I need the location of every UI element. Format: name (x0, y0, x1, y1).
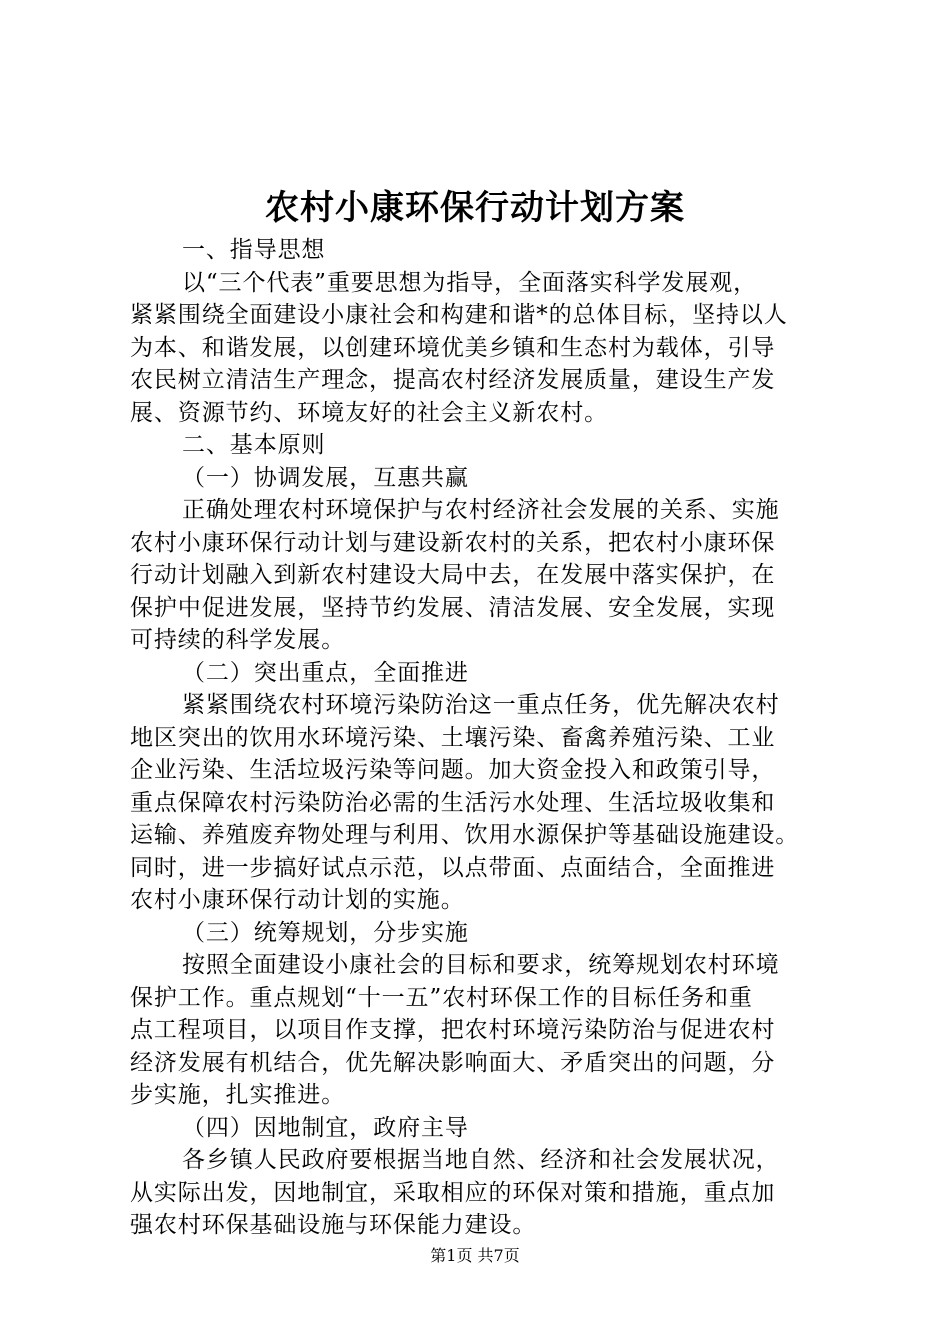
text-line: 为本、和谐发展，以创建环境优美乡镇和生态村为载体，引导 (130, 334, 776, 361)
text-line: 二、基本原则 (182, 432, 326, 458)
text-line: 企业污染、生活垃圾污染等问题。加大资金投入和政策引导， (130, 757, 776, 783)
text-line: 从实际出发，因地制宜，采取相应的环保对策和措施，重点加 (130, 1179, 776, 1206)
text-line: 步实施，扎实推进。 (130, 1082, 346, 1108)
text-line: 保护中促进发展，坚持节约发展、清洁发展、安全发展，实现 (130, 594, 776, 621)
text-line: （四）因地制宜，政府主导 (182, 1114, 469, 1141)
text-line: 农民树立清洁生产理念，提高农村经济发展质量，建设生产发 (130, 367, 776, 393)
text-line: 紧紧围绕全面建设小康社会和构建和谐*的总体目标，坚持以人 (130, 302, 788, 328)
text-line: 农村小康环保行动计划与建设新农村的关系，把农村小康环保 (130, 529, 776, 556)
page-footer: 第1页 共7页 (430, 1246, 520, 1265)
text-line: （二）突出重点，全面推进 (182, 659, 469, 686)
text-line: 正确处理农村环境保护与农村经济社会发展的关系、实施 (182, 497, 780, 523)
text-line: 以“三个代表”重要思想为指导，全面落实科学发展观， (182, 269, 758, 296)
text-line: 点工程项目，以项目作支撑，把农村环境污染防治与促进农村 (130, 1017, 776, 1043)
text-line: 农村小康环保行动计划的实施。 (130, 887, 465, 913)
text-line: 强农村环保基础设施与环保能力建设。 (130, 1212, 537, 1238)
text-line: 运输、养殖废弃物处理与利用、饮用水源保护等基础设施建设。 (130, 822, 800, 848)
document-body (130, 234, 838, 1242)
text-line: 行动计划融入到新农村建设大局中去，在发展中落实保护，在 (130, 562, 776, 588)
text-line: 地区突出的饮用水环境污染、土壤污染、畜禽养殖污染、工业 (130, 724, 776, 751)
text-line: 一、指导思想 (182, 237, 326, 263)
text-line: 可持续的科学发展。 (130, 627, 346, 653)
text-line: （一）协调发展，互惠共赢 (182, 464, 469, 491)
text-line: 经济发展有机结合，优先解决影响面大、矛盾突出的问题，分 (130, 1049, 776, 1076)
text-line: 紧紧围绕农村环境污染防治这一重点任务，优先解决农村 (182, 692, 780, 718)
text-line: 展、资源节约、环境友好的社会主义新农村。 (130, 399, 608, 426)
text-line: 各乡镇人民政府要根据当地自然、经济和社会发展状况， (182, 1147, 780, 1173)
document-title: 农村小康环保行动计划方案 (265, 188, 685, 228)
text-line: 保护工作。重点规划“十一五”农村环保工作的目标任务和重 (130, 984, 753, 1011)
text-line: （三）统筹规划，分步实施 (182, 919, 469, 946)
text-line: 同时，进一步搞好试点示范，以点带面、点面结合，全面推进 (130, 854, 776, 881)
text-line: 重点保障农村污染防治必需的生活污水处理、生活垃圾收集和 (130, 789, 776, 816)
text-line: 按照全面建设小康社会的目标和要求，统筹规划农村环境 (182, 952, 780, 978)
